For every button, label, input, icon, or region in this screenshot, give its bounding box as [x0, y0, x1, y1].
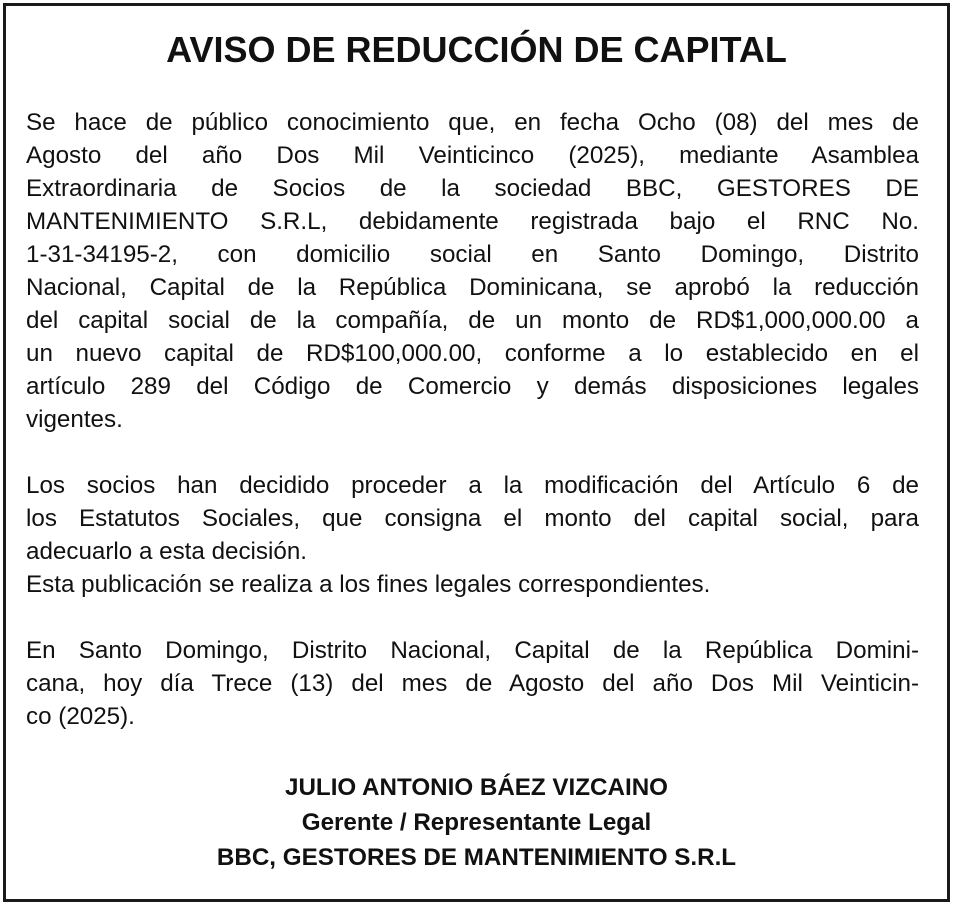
text-line: adecuarlo a esta decisión.: [26, 538, 308, 565]
text-line: los Estatutos Sociales, que consigna el monto del capital social, para: [26, 505, 919, 532]
text-line: artículo 289 del Código de Comercio y demás disposiciones legales: [26, 373, 919, 400]
paragraph-bylaws-amendment: [26, 469, 919, 568]
text-line: Extraordinaria de Socios de la sociedad BBC, GESTORES DE: [26, 175, 919, 202]
text-line: Agosto del año Dos Mil Veinticinco (2025), mediante Asamblea: [26, 142, 919, 169]
notice-body: [26, 106, 919, 733]
notice-title: AVISO DE REDUCCIÓN DE CAPITAL: [166, 29, 787, 70]
text-line: vigentes.: [26, 406, 123, 433]
signature-block: [0, 770, 953, 875]
text-line: MANTENIMIENTO S.R.L, debidamente registrada bajo el RNC No.: [26, 208, 919, 235]
text-line: Nacional, Capital de la República Dominicana, se aprobó la reducción: [26, 274, 919, 301]
text-line: Los socios han decidido proceder a la modificación del Artículo 6 de: [26, 472, 919, 499]
text-line: Esta publicación se realiza a los fines legales correspondientes.: [26, 571, 711, 598]
text-line: 1-31-34195-2, con domicilio social en Santo Domingo, Distrito: [26, 241, 919, 268]
signatory-role: Gerente / Representante Legal: [301, 809, 652, 836]
text-line: cana, hoy día Trece (13) del mes de Agosto del año Dos Mil Veinticin-: [26, 670, 919, 697]
signatory-company: BBC, GESTORES DE MANTENIMIENTO S.R.L: [216, 844, 737, 871]
text-line: del capital social de la compañía, de un monto de RD$1,000,000.00 a: [26, 307, 919, 334]
text-line: En Santo Domingo, Distrito Nacional, Capital de la República Domini-: [26, 637, 919, 664]
paragraph-legal-purpose: [26, 568, 919, 601]
signatory-name: JULIO ANTONIO BÁEZ VIZCAINO: [285, 774, 668, 801]
paragraph-place-date: [26, 634, 919, 733]
paragraph-capital-reduction: [26, 106, 919, 436]
text-line: un nuevo capital de RD$100,000.00, conforme a lo establecido en el: [26, 340, 919, 367]
text-line: Se hace de público conocimiento que, en fecha Ocho (08) del mes de: [26, 109, 919, 136]
text-line: co (2025).: [26, 703, 135, 730]
